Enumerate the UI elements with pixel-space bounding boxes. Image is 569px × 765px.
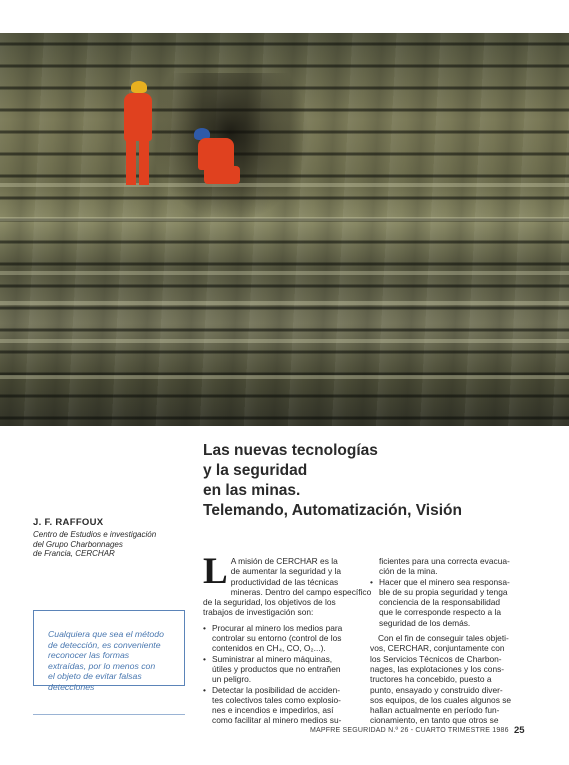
text-line: Detectar la posibilidad de acciden-: [212, 684, 341, 695]
bullet-icon: •: [203, 684, 206, 695]
pull-quote-line: extraídas, por lo menos con: [48, 660, 156, 671]
text-line: nes e incendios e impedirlos, así: [212, 705, 334, 716]
author-affiliation: [33, 530, 198, 559]
list-item: [203, 623, 361, 654]
leg: [126, 139, 136, 185]
drop-cap: L: [203, 551, 228, 592]
list-item: [203, 654, 361, 685]
text-line: de aumentar la seguridad y la: [230, 566, 342, 577]
text-line: que le corresponde respecto a la: [379, 607, 501, 618]
text-line: hallan actualmente en período fun-: [370, 705, 500, 716]
text-line: punto, ensayado y construido diver-: [370, 684, 503, 695]
article-title: [203, 441, 462, 521]
text-line: Hacer que el minero sea responsa-: [379, 576, 510, 587]
pull-quote-line: reconocer las formas: [48, 650, 130, 661]
bullet-icon: •: [203, 653, 206, 664]
page-number: 25: [514, 725, 525, 736]
pull-quote-line: de detección, es conveniente: [48, 639, 161, 650]
running-footer: MAPFRE SEGURIDAD N.º 26 - CUARTO TRIMESTRE 1986: [310, 727, 509, 734]
rock-ledge: [0, 339, 569, 343]
text-line: vos, CERCHAR, conjuntamente con: [370, 643, 505, 654]
body-column-2: [370, 556, 530, 726]
leg: [204, 166, 240, 184]
text-line: ción de la mina.: [379, 566, 438, 577]
title-line: Las nuevas tecnologías: [203, 442, 378, 459]
rock-ledge: [0, 271, 569, 275]
text-line: ficientes para una correcta evacua-: [379, 556, 510, 566]
affiliation-line: del Grupo Charbonnages: [33, 539, 123, 549]
intro-paragraph: [203, 551, 372, 618]
body-paragraph: [370, 633, 530, 726]
title-line: y la seguridad: [203, 462, 308, 479]
leg: [139, 139, 149, 185]
pull-quote-line: el objeto de evitar falsas: [48, 671, 142, 682]
bullet-icon: •: [203, 622, 206, 633]
pull-quote-box: [33, 610, 185, 692]
text-line: contenidos en CH₄, CO, O₂...).: [212, 643, 326, 654]
text-line: nages, las explotaciones y los cons-: [370, 663, 505, 674]
list-item-continuation: [370, 556, 530, 577]
text-line: de la seguridad, los objetivos de los: [203, 597, 336, 608]
helmet-icon: [131, 81, 147, 93]
pull-quote-line: detecciones: [48, 681, 95, 692]
text-line: trabajos de investigación son:: [203, 607, 314, 618]
rock-ledge: [0, 217, 569, 221]
text-line: los Servicios Técnicos de Charbon-: [370, 653, 502, 664]
text-line: tructores ha concebido, puesto a: [370, 674, 492, 685]
text-line: conciencia de la responsabilidad: [379, 597, 501, 608]
text-line: tes colectivos tales como explosio-: [212, 694, 341, 705]
rock-ledge: [0, 183, 569, 187]
text-line: seguridad de los demás.: [379, 617, 471, 628]
list-item: [370, 577, 530, 628]
text-line: Procurar al minero los medios para: [212, 622, 343, 633]
rock-ledge: [0, 301, 569, 305]
affiliation-line: Centro de Estudios e investigación: [33, 530, 157, 539]
miner-standing: [118, 81, 158, 191]
rock-ledge: [0, 375, 569, 379]
text-line: un peligro.: [212, 674, 252, 685]
text-line: Con el fin de conseguir tales objeti-: [378, 633, 509, 644]
pull-quote: [48, 629, 180, 693]
miner-crouching: [188, 128, 244, 190]
text-line: como facilitar al minero medios su-: [212, 715, 342, 726]
text-line: útiles y productos que no entrañen: [212, 663, 341, 674]
text-line: cionamiento, en tanto que otros se: [370, 715, 499, 726]
text-line: A misión de CERCHAR es la: [230, 556, 338, 566]
list-item: [203, 685, 361, 726]
pull-quote-line: Cualquiera que sea el método: [48, 629, 164, 639]
text-line: Suministrar al minero máquinas,: [212, 653, 333, 664]
coverall: [124, 93, 152, 141]
text-line: ble de su propia seguridad y tenga: [379, 586, 508, 597]
text-line: productividad de las técnicas: [230, 576, 339, 587]
divider: [33, 714, 185, 715]
author-block: [33, 517, 198, 559]
title-line: Telemando, Automatización, Visión: [203, 502, 462, 519]
text-line: mineras. Dentro del campo específico: [230, 586, 372, 597]
body-column-1: [203, 551, 372, 726]
text-line: sos equipos, de los cuales algunos se: [370, 694, 512, 705]
text-line: controlar su entorno (control de los: [212, 633, 342, 644]
hero-photo: [0, 33, 569, 426]
affiliation-line: de Francia, CERCHAR: [33, 549, 115, 558]
author-name: J. F. RAFFOUX: [33, 517, 104, 528]
bullet-icon: •: [370, 576, 373, 587]
title-line: en las minas.: [203, 482, 301, 499]
